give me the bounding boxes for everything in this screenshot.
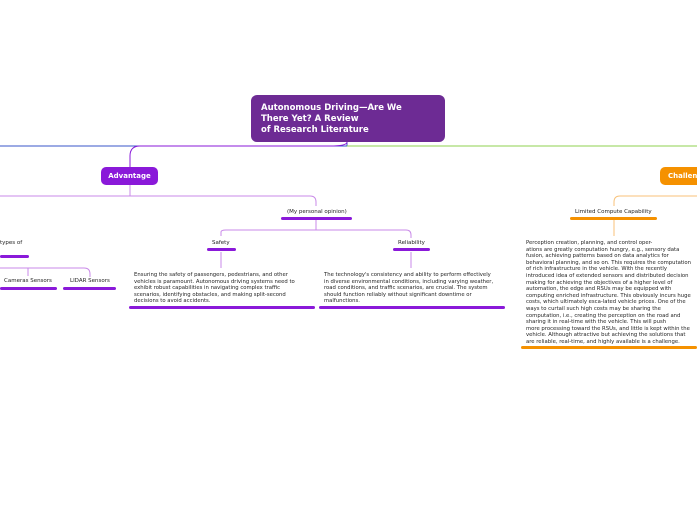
reliability-underline <box>393 248 430 251</box>
safety-underline <box>207 248 236 251</box>
advantage-topic[interactable]: Advantage <box>101 167 158 185</box>
compute-text-line: are reliable, real-time, and highly available is a challenge. <box>526 338 680 345</box>
reliability-text-line: should function reliably without significant downtime or <box>324 291 472 298</box>
connector-types-sensors <box>0 268 90 277</box>
limited-compute-underline <box>570 217 657 220</box>
types-of-label[interactable]: types of <box>0 240 23 246</box>
compute-text-line: costs, which ultimately esca-lated vehicle prices. One of the <box>526 299 686 306</box>
safety-description[interactable] <box>134 272 319 305</box>
lidar-sensors-underline <box>63 287 116 290</box>
safety-text-line: exhibit robust capabilities in navigating complex traffic <box>134 285 281 292</box>
challenge-topic[interactable]: Challen <box>660 167 697 185</box>
reliability-description-underline <box>319 306 505 309</box>
root-title-line3: of Research Literature <box>261 125 369 135</box>
compute-text-line: vehicle. Although attractive but achieving the solutions that <box>526 332 686 339</box>
safety-text-line: Ensuring the safety of passengers, pedestrians, and other <box>134 272 288 278</box>
compute-text-line: introduced idea of extended sensors and distributed decision <box>526 272 689 279</box>
compute-text-line: automation, the edge and RSUs may be equipped with <box>526 286 672 293</box>
compute-text-line: sharing it in real-time with the vehicle. This will push <box>526 319 667 326</box>
compute-text-line: computation, i.e., creating the perception on the road and <box>526 312 681 319</box>
connector-challenge-compute <box>614 196 697 206</box>
compute-text-line: more processing toward the RSUs, and little is kept within the <box>526 325 690 332</box>
root-topic[interactable] <box>251 95 445 142</box>
cameras-sensors-underline <box>0 287 57 290</box>
connector-opinion-children <box>221 219 411 238</box>
root-title-line1: Autonomous Driving—Are We <box>261 103 402 113</box>
connector-root-left-branch <box>0 142 347 146</box>
safety-description-underline <box>129 306 315 309</box>
safety-text-line: scenarios, identifying obstacles, and making split-second <box>134 291 286 298</box>
reliability-text-line: The technology's consistency and ability to perform effectively <box>324 272 491 278</box>
safety-text-line: vehicles is paramount. Autonomous driving systems need to <box>134 278 295 285</box>
safety-text-line: decisions to avoid accidents. <box>134 298 211 305</box>
safety-label[interactable]: Safety <box>212 240 230 246</box>
limited-compute-description-underline <box>521 346 697 349</box>
personal-opinion-underline <box>281 217 352 220</box>
compute-text-line: behavioral planning, and so on. This requires the computation <box>526 259 691 266</box>
limited-compute-label[interactable]: Limited Compute Capability <box>575 209 652 215</box>
reliability-text-line: in diverse environmental conditions, including varying weather, <box>324 278 494 285</box>
compute-text-line: computing enriched infrastructure. This obviously incurs huge <box>526 292 691 299</box>
compute-text-line: ations are greatly computation hungry, e.g., sensory data <box>526 246 680 253</box>
personal-opinion-label[interactable]: (My personal opinion) <box>287 209 347 215</box>
connector-root-advantage <box>130 142 347 167</box>
types-of-underline <box>0 255 29 258</box>
reliability-text-line: malfunctions. <box>324 298 360 305</box>
compute-text-line: making for achieving the objectives of a higher level of <box>526 279 673 286</box>
cameras-sensors-label[interactable]: Cameras Sensors <box>4 278 52 284</box>
compute-text-line: of rich infrastructure in the vehicle. With the recently <box>526 266 667 273</box>
compute-text-line: Perception creation, planning, and control oper- <box>526 240 653 246</box>
reliability-text-line: road conditions, and traffic scenarios, are crucial. The system <box>324 285 488 292</box>
lidar-sensors-label[interactable]: LIDAR Sensors <box>70 278 110 284</box>
limited-compute-description[interactable] <box>526 240 697 346</box>
root-title-line2: There Yet? A Review <box>261 114 359 124</box>
reliability-description[interactable] <box>324 272 509 305</box>
connector-advantage-children <box>0 185 316 206</box>
reliability-label[interactable]: Reliability <box>398 240 425 246</box>
compute-text-line: fusion, achieving patterns based on data analytics for <box>526 253 669 260</box>
compute-text-line: ways to curtail such high costs may be sharing the <box>526 305 661 312</box>
